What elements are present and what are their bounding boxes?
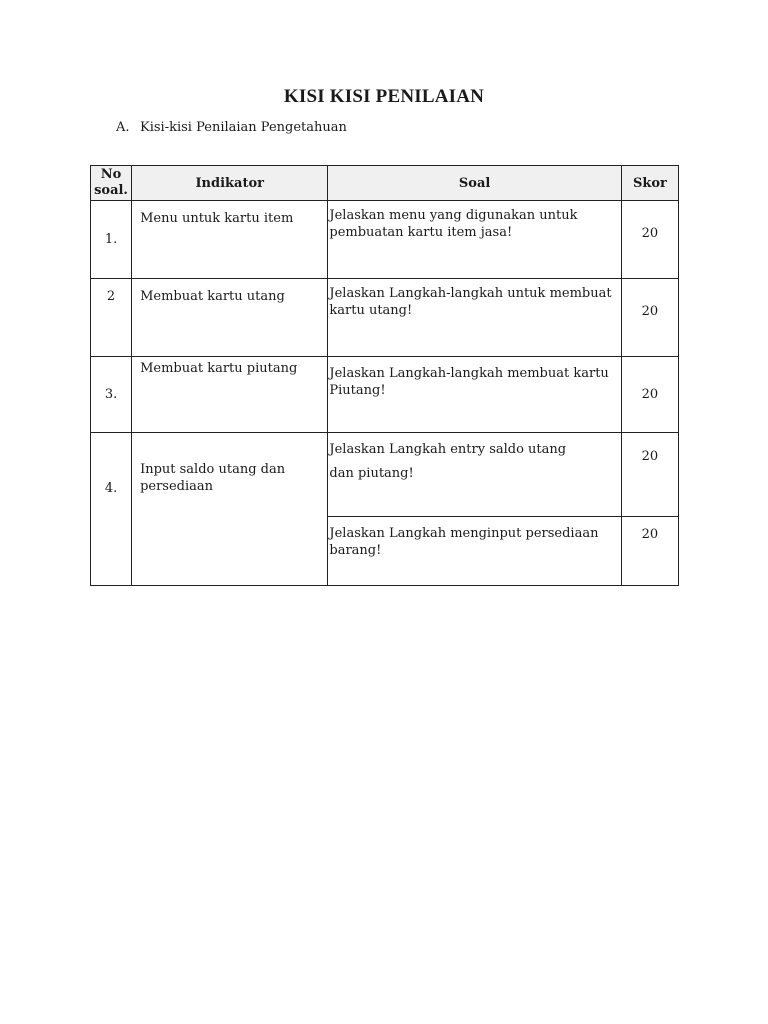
row-number: 3. bbox=[91, 357, 132, 433]
row-indikator-cell bbox=[132, 433, 328, 586]
row-skor: 20 bbox=[641, 387, 659, 402]
header-indikator: Indikator bbox=[132, 166, 328, 201]
row-skor: 20 bbox=[641, 449, 659, 464]
row-skor: 20 bbox=[641, 304, 659, 319]
row-soal-line-1: Jelaskan Langkah entry saldo utang bbox=[329, 442, 567, 457]
header-no: No soal. bbox=[91, 166, 132, 201]
table-row bbox=[91, 279, 679, 357]
assessment-grid-table bbox=[90, 165, 679, 586]
row-indikator: Membuat kartu utang bbox=[132, 279, 328, 357]
section-heading bbox=[116, 120, 347, 135]
row-soal: Jelaskan menu yang digunakan untuk pembuatan kartu item jasa! bbox=[328, 201, 621, 279]
row-soal: Jelaskan Langkah menginput persediaan barang! bbox=[328, 517, 621, 586]
row-number-cell bbox=[91, 279, 132, 357]
row-indikator: Membuat kartu piutang bbox=[132, 357, 328, 433]
row-skor-cell bbox=[621, 357, 678, 433]
header-skor: Skor bbox=[621, 166, 678, 201]
row-number: 4. bbox=[91, 433, 132, 586]
row-skor: 20 bbox=[641, 527, 659, 542]
row-soal bbox=[328, 433, 621, 517]
row-soal: Jelaskan Langkah-langkah untuk membuat kartu utang! bbox=[328, 279, 621, 357]
row-skor-cell bbox=[621, 201, 678, 279]
row-number: 1. bbox=[91, 201, 132, 279]
row-number: 2 bbox=[106, 289, 116, 304]
row-skor-cell bbox=[621, 279, 678, 357]
row-skor: 20 bbox=[641, 226, 659, 241]
row-soal: Jelaskan Langkah-langkah membuat kartu Piutang! bbox=[328, 357, 621, 433]
row-skor-cell bbox=[621, 433, 678, 517]
header-soal: Soal bbox=[328, 166, 621, 201]
row-indikator: Input saldo utang dan persediaan bbox=[140, 462, 286, 494]
table-row bbox=[91, 201, 679, 279]
section-label: Kisi-kisi Penilaian Pengetahuan bbox=[140, 120, 347, 135]
row-indikator: Menu untuk kartu item bbox=[132, 201, 328, 279]
document-title: KISI KISI PENILAIAN bbox=[283, 86, 485, 107]
row-soal-line-2: dan piutang! bbox=[329, 466, 414, 481]
section-marker: A. bbox=[116, 120, 130, 135]
table-header-row bbox=[91, 166, 679, 201]
table-row bbox=[91, 433, 679, 517]
row-skor-cell bbox=[621, 517, 678, 586]
table-row bbox=[91, 357, 679, 433]
